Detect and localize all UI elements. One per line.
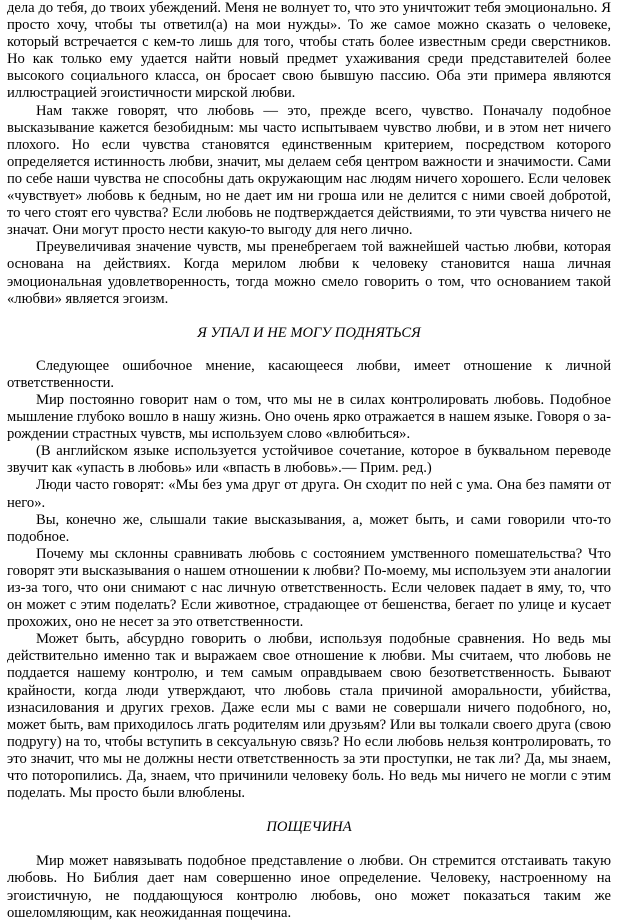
- paragraph: Может быть, абсурдно говорить о любви, используя подобные сравнения. Но ведь мы действительно именно так и выражаем свое отношение к любви. Мы считаем, что любовь не поддается нашему контролю, и тем самым оправдываем свою безответственность. Бывают крайности, когда люди утверждают, что любовь стала причиной аморальности, убийства, изнасилования и других грехов. Даже если мы с вами не совершали ничего подобного, но, может быть, вам приходилось лгать родителям или друзьям? Или вы толкали своего друга (свою подругу) на то, чтобы вступить в сексуальную связь? Но если любовь нельзя контролировать, то это значит, что мы не должны нести ответственность за эти проступки, не так ли? Да, мы знаем, что поторопились. Да, знаем, что причинили человеку боль. Но ведь мы ничего не могли с этим поделать. Мы просто были влюблены.: [7, 631, 611, 802]
- spacer: [7, 342, 611, 358]
- paragraph: дела до тебя, до твоих убеждений. Меня не волнует то, что это уничтожит тебя эмоционально. Я просто хочу, чтобы ты ответил(а) на мои нужды». То же самое можно сказать о человеке, который встречается с кем-то лишь для того, чтобы стать более известным среди сверстников. Но как только ему удается найти новый предмет ухаживания среди представителей более высокого социального класса, он бросает свою бывшую пассию. Оба эти примера являются иллюстрацией эгоистичности мирской любви.: [7, 0, 611, 102]
- spacer: [7, 836, 611, 853]
- spacer: [7, 802, 611, 819]
- paragraph: Нам также говорят, что любовь — это, прежде всего, чувство. Поначалу подобное высказывание кажется безобидным: мы часто испытываем чувство любви, и в этом нет ничего плохого. Но если чувства становятся единственным критерием, посредством которого определяется истинность любви, значит, мы делаем себя центром важности и значимости. Сами по себе наши чувства не способны дать окружающим нас людям ничего хорошего. Если человек «чувствует» любовь к бедным, но не дает им ни гроша или не делится с ними своей добротой, то чего стоят его чувства? Если любовь не подтверждается действиями, то эти чувства ничего не значат. Они могут просто нести какую-то выгоду для него лично.: [7, 102, 611, 239]
- paragraph: (В английском языке используется устойчивое сочетание, которое в буквальном переводе звучит как «упасть в любовь» или «впасть в любовь».— Прим. ред.): [7, 443, 611, 477]
- paragraph: Преувеличивая значение чувств, мы пренебрегаем той важнейшей частью любви, которая основана на действиях. Когда мерилом любви к человеку становится наша личная эмоциональная удовлетворенность, тогда можно смело говорить о том, что основанием такой «любви» является эгоизм.: [7, 239, 611, 307]
- section-heading: ПОЩЕЧИНА: [266, 819, 352, 836]
- paragraph: Мир постоянно говорит нам о том, что мы не в силах контролировать любовь. Подобное мышление глубоко вошло в нашу жизнь. Оно очень ярко отражается в нашем языке. Говоря о зарождении страстных чувств, мы используем слово «влюбиться».: [7, 391, 611, 443]
- paragraph: Следующее ошибочное мнение, касающееся любви, имеет отношение к личной ответственности.: [7, 357, 611, 391]
- paragraph: Люди часто говорят: «Мы без ума друг от друга. Он сходит по ней с ума. Она без памяти от него».: [7, 477, 611, 511]
- paragraph: Мир может навязывать подобное представление о любви. Он стремится отстаивать такую любовь. Но Библия дает нам совершенно иное определение. Человеку, настроенному на эгоистичную, не поддающуюся контролю любовь, оно может показаться таким же ошеломляющим, как неожиданная пощечина.: [7, 853, 611, 921]
- paragraph: Вы, конечно же, слышали такие высказывания, а, может быть, и сами говорили что-то подобное.: [7, 511, 611, 545]
- section-heading: Я УПАЛ И НЕ МОГУ ПОДНЯТЬСЯ: [197, 324, 421, 341]
- paragraph: Почему мы склонны сравнивать любовь с состоянием умственного помешательства? Что говорят эти высказывания о нашем отношении к любви? По-моему, мы используем эти аналогии из-за того, что они снимают с нас личную ответственность. Если человек падает в яму, то, что он может с этим поделать? Если животное, страдающее от бешенства, бегает по улице и кусает прохожих, оно не несет за это ответственности.: [7, 545, 611, 631]
- spacer: [7, 308, 611, 325]
